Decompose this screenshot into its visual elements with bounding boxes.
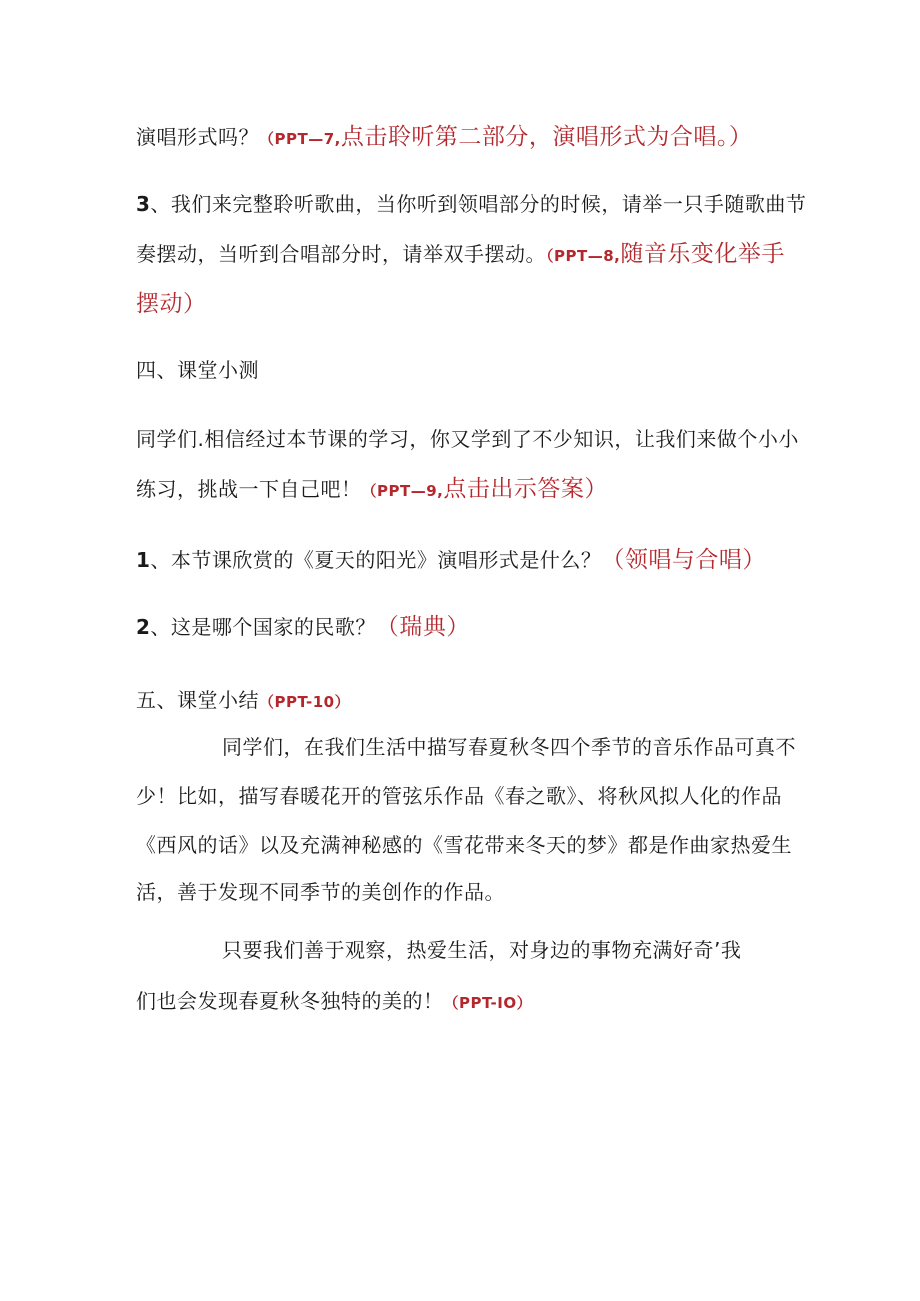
body-text: 练习，挑战一下自己吧！	[136, 477, 362, 501]
body-text: 们也会发现春夏秋冬独特的美的！	[136, 989, 444, 1013]
item-number: 2	[136, 615, 151, 639]
body-text: 演唱形式吗？	[136, 125, 259, 149]
body-text: 同学们，在我们生活中描写春夏秋冬四个季节的音乐作品可真不	[222, 735, 796, 759]
body-text: 奏摆动，当听到合唱部分时，请举双手摆动。	[136, 242, 546, 266]
annotation-note: 摆动）	[136, 291, 207, 317]
ppt-reference: （PPT—7,	[259, 130, 341, 148]
paragraph-line-6	[136, 470, 608, 503]
heading-text: 五、课堂小结	[136, 688, 259, 712]
question-2	[136, 608, 470, 641]
annotation-note: 随音乐变化举手	[620, 241, 785, 267]
answer-note: （领唱与合唱）	[601, 547, 766, 573]
paragraph-line-3	[136, 235, 785, 268]
body-text: 少！比如，描写春暖花开的管弦乐作品《春之歌》、将秋风拟人化的作品	[136, 784, 782, 808]
ppt-reference: （PPT—9,	[361, 482, 444, 500]
summary-line-3	[136, 829, 792, 858]
paragraph-line-5	[136, 423, 799, 452]
question-text: 、这是哪个国家的民歌？	[150, 615, 376, 639]
body-text: 同学们.相信经过本节课的学习，你又学到了不少知识，让我们来做个小小	[136, 427, 799, 451]
annotation-note: 点击聆听第二部分，演唱形式为合唱。）	[340, 124, 753, 150]
question-text: 、本节课欣赏的《夏天的阳光》演唱形式是什么？	[150, 548, 602, 572]
section-heading-5	[136, 684, 350, 713]
summary-line-5	[222, 934, 741, 963]
item-number: 1	[136, 548, 151, 572]
paragraph-line-2	[136, 188, 806, 217]
ppt-reference: （PPT-10）	[259, 693, 351, 711]
body-text: 只要我们善于观察，热爱生活，对身边的事物充满好奇’我	[222, 938, 742, 962]
body-text: 活，善于发现不同季节的美创作的作品。	[136, 880, 505, 904]
summary-line-6	[136, 985, 532, 1014]
body-text: 《西风的话》以及充满神秘感的《雪花带来冬天的梦》都是作曲家热爱生	[136, 833, 792, 857]
ppt-reference: （PPT-IO）	[443, 994, 533, 1012]
question-1	[136, 541, 766, 574]
paragraph-line-1	[136, 118, 752, 151]
answer-note: （瑞典）	[375, 614, 470, 640]
item-number: 3	[136, 192, 151, 216]
summary-line-2	[136, 780, 782, 809]
summary-line-4	[136, 876, 505, 905]
ppt-reference: （PPT—8,	[546, 247, 621, 265]
paragraph-line-4	[136, 285, 207, 318]
annotation-note: 点击出示答案）	[443, 476, 608, 502]
summary-line-1	[222, 731, 796, 760]
body-text: 、我们来完整聆听歌曲，当你听到领唱部分的时候，请举一只手随歌曲节	[150, 192, 807, 216]
heading-text: 四、课堂小测	[136, 358, 259, 382]
section-heading-4	[136, 354, 259, 383]
